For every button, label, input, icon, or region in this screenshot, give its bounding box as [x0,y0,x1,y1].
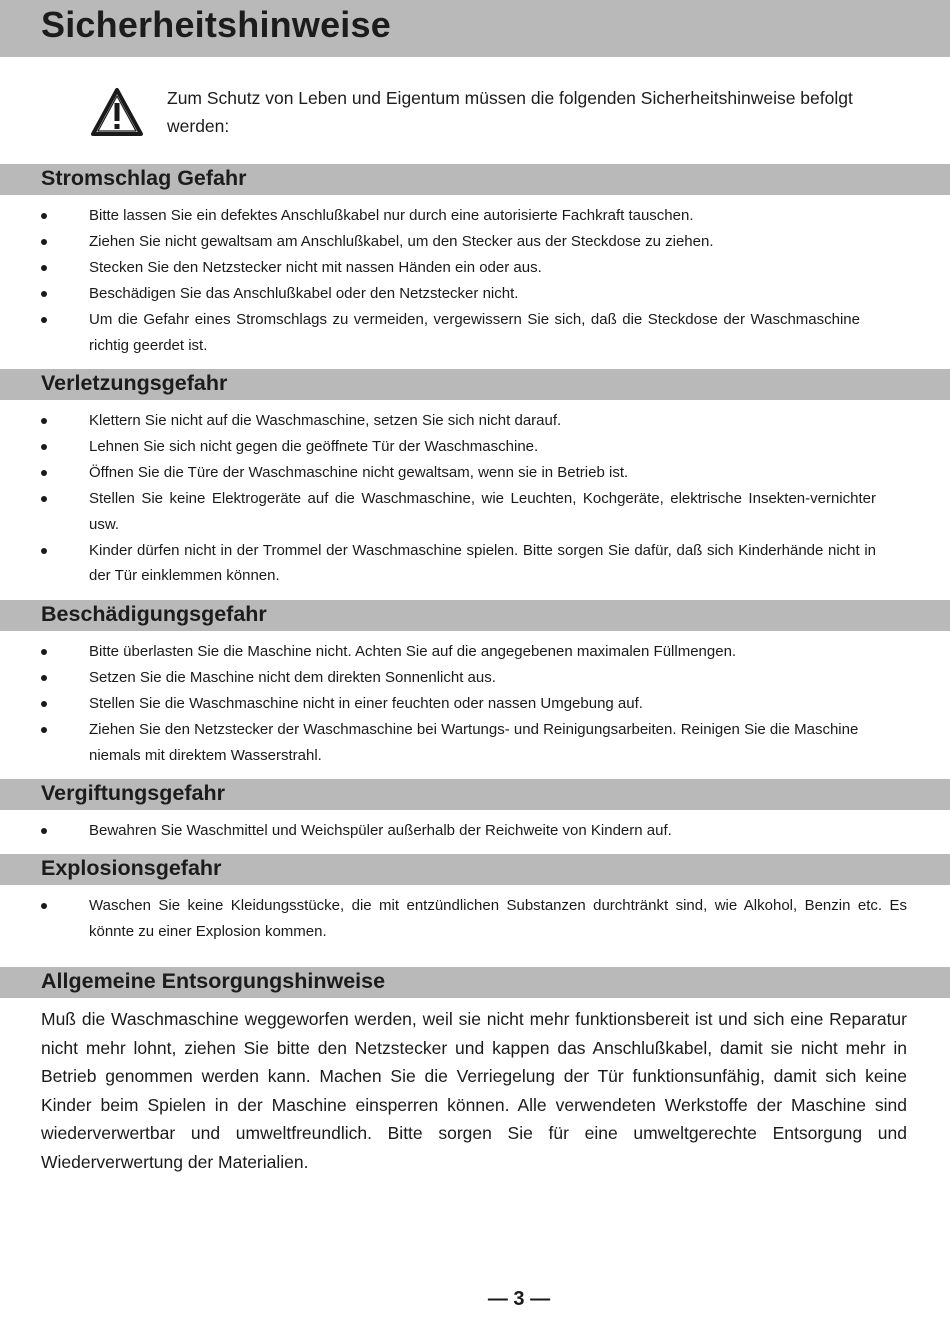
list-item: Kinder dürfen nicht in der Trommel der Waschmaschine spielen. Bitte sorgen Sie dafür, daß sich Kinderhände nicht in der Tür einklemmen können. [0,538,876,589]
disposal-paragraph: Muß die Waschmaschine weggeworfen werden, weil sie nicht mehr funktionsbereit ist und sich eine Reparatur nicht mehr lohnt, ziehen Sie bitte den Netzstecker und kappen das Anschlußkabel, damit sie nicht mehr in Betrieb genommen werden kann. Machen Sie die Verriegelung der Tür funktionsunfähig, damit sich keine Kinder beim Spielen in der Maschine einsperren können. Alle verwendeten Werkstoffe der Maschine sind wiederverwertbar und umweltfreundlich. Bitte sorgen Sie für eine umweltgerechte Entsorgung und Wiederverwertung der Materialien. [41,1009,907,1172]
list-item: Setzen Sie die Maschine nicht dem direkten Sonnenlicht aus. [0,665,860,691]
section-heading: Beschädigungsgefahr [41,602,267,626]
section-heading: Allgemeine Entsorgungshinweise [41,969,386,993]
list-item: Ziehen Sie nicht gewaltsam am Anschlußkabel, um den Stecker aus der Steckdose zu ziehen. [0,229,860,255]
list-item: Um die Gefahr eines Stromschlags zu vermeiden, vergewissern Sie sich, daß die Steckdose der Waschmaschine richtig geerdet ist. [0,307,860,358]
list-item: Bewahren Sie Waschmittel und Weichspüler außerhalb der Reichweite von Kindern auf. [0,818,907,844]
warning-triangle-icon [90,86,144,138]
list-item: Öffnen Sie die Türe der Waschmaschine nicht gewaltsam, wenn sie in Betrieb ist. [0,460,876,486]
title-bar [0,0,950,57]
list-item: Ziehen Sie den Netzstecker der Waschmaschine bei Wartungs- und Reinigungsarbeiten. Reinigen Sie die Maschine niemals mit direktem Wasserstrahl. [0,717,860,768]
section-header-entsorgung [0,967,950,998]
section-heading: Vergiftungsgefahr [41,781,225,805]
list-item: Stellen Sie die Waschmaschine nicht in einer feuchten oder nassen Umgebung auf. [0,691,860,717]
section-list-beschaedigung [0,639,860,769]
section-list-vergiftung [0,818,907,844]
section-heading: Explosionsgefahr [41,856,222,880]
page-title: Sicherheitshinweise [41,4,391,45]
list-item: Waschen Sie keine Kleidungsstücke, die mit entzündlichen Substanzen durchtränkt sind, wie Alkohol, Benzin etc. Es könnte zu einer Explosion kommen. [0,893,907,944]
list-item: Bitte lassen Sie ein defektes Anschlußkabel nur durch eine autorisierte Fachkraft tauschen. [0,203,860,229]
section-header-beschaedigung [0,600,950,631]
list-item: Stellen Sie keine Elektrogeräte auf die Waschmaschine, wie Leuchten, Kochgeräte, elektrische Insekten-vernichter usw. [0,486,876,537]
list-item: Beschädigen Sie das Anschlußkabel oder den Netzstecker nicht. [0,281,860,307]
section-header-vergiftung [0,779,950,810]
list-item: Bitte überlasten Sie die Maschine nicht. Achten Sie auf die angegebenen maximalen Füllmengen. [0,639,860,665]
section-header-verletzung [0,369,950,400]
section-list-explosion [0,893,907,945]
section-header-stromschlag [0,164,950,195]
list-item: Stecken Sie den Netzstecker nicht mit nassen Händen ein oder aus. [0,255,860,281]
intro-text: Zum Schutz von Leben und Eigentum müssen die folgenden Sicherheitshinweise befolgt werden: [167,88,853,136]
section-heading: Verletzungsgefahr [41,371,228,395]
list-item: Lehnen Sie sich nicht gegen die geöffnete Tür der Waschmaschine. [0,434,876,460]
section-list-verletzung [0,408,876,589]
list-item: Klettern Sie nicht auf die Waschmaschine, setzen Sie sich nicht darauf. [0,408,876,434]
section-header-explosion [0,854,950,885]
section-list-stromschlag [0,203,860,359]
section-heading: Stromschlag Gefahr [41,166,247,190]
page-number: — 3 — [487,1288,551,1310]
